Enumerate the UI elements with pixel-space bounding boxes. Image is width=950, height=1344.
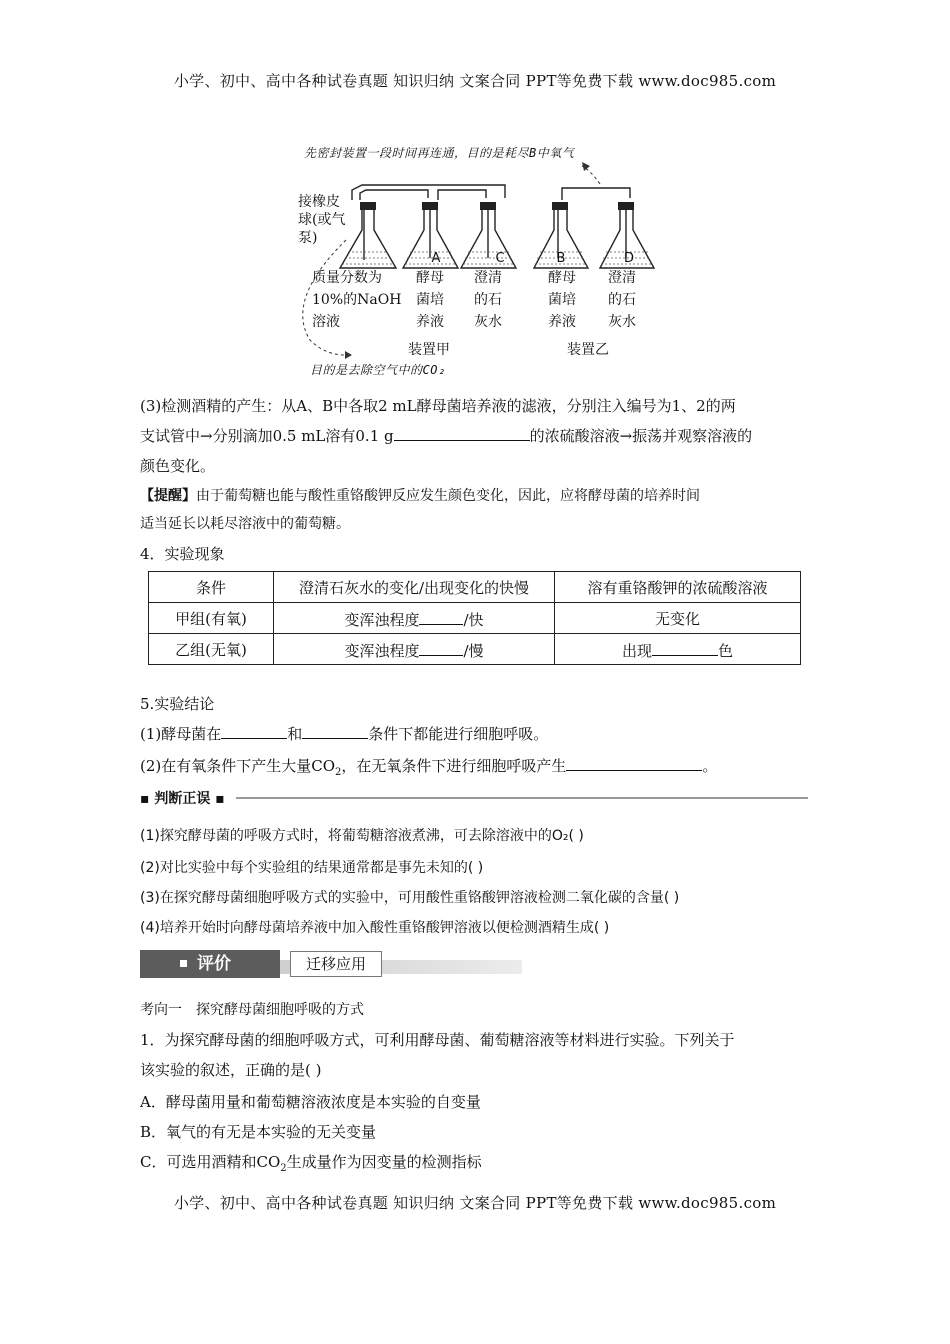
section3-line2-post: 的浓硫酸溶液→振荡并观察溶液的: [529, 427, 753, 445]
q1-line1: 1．为探究酵母菌的细胞呼吸方式，可利用酵母菌、葡萄糖溶液等材料进行实验。下列关于: [140, 1031, 735, 1049]
naoh-label-1: 质量分数为: [312, 270, 382, 286]
q1-line2: 该实验的叙述，正确的是( ): [140, 1061, 322, 1079]
conclusion-blank-2[interactable]: [302, 721, 368, 739]
judge-item-3: (3)在探究酵母菌细胞呼吸方式的实验中，可用酸性重铬酸钾溶液检测二氧化碳的含量( ): [140, 890, 680, 906]
header-dichromate: 溶有重铬酸钾的浓硫酸溶液: [555, 572, 801, 603]
pump-label-2: 球(或气: [298, 212, 346, 228]
conclusion-l1-b: 和: [287, 725, 303, 743]
yeast-label-b-1: 酵母: [548, 270, 576, 286]
option-c-b: 生成量作为因变量的检测指标: [286, 1153, 482, 1171]
conclusion-line2: [140, 752, 812, 787]
flask-letter-d: D: [623, 251, 635, 266]
phenomena-heading: 4．实验现象: [140, 545, 225, 563]
conclusion-l1-a: (1)酵母菌在: [140, 725, 222, 743]
diagram-top-note: 先密封装置一段时间再连通，目的是耗尽B中氧气: [304, 146, 575, 160]
header-condition: 条件: [149, 572, 274, 603]
pump-label-1: 接橡皮: [298, 194, 340, 210]
pump-label-3: 泵): [298, 230, 318, 246]
yeast-label-b-2: 菌培: [548, 292, 576, 308]
row1-lime-post: /快: [463, 610, 484, 629]
conclusion-l2-a: (2)在有氧条件下产生大量CO: [140, 757, 336, 775]
row1-dichromate: 无变化: [555, 603, 801, 634]
row1-lime-pre: 变浑浊程度: [344, 610, 420, 629]
yeast-label-a-1: 酵母: [416, 270, 444, 286]
phenomena-table: [148, 571, 801, 665]
page-header: 小学、初中、高中各种试卷真题 知识归纳 文案合同 PPT等免费下载 www.doc985.com: [173, 72, 777, 90]
judge-section-bar: [140, 788, 808, 808]
option-b: B．氧气的有无是本实验的无关变量: [140, 1123, 377, 1141]
lime-label-d-3: 灰水: [608, 314, 636, 330]
row2-dich-pre: 出现: [621, 641, 652, 660]
page-footer: 小学、初中、高中各种试卷真题 知识归纳 文案合同 PPT等免费下载 www.doc985.com: [173, 1194, 777, 1212]
eval-square-icon: [180, 960, 187, 967]
conclusion-line1: [140, 720, 812, 748]
yeast-label-b-3: 养液: [548, 314, 576, 330]
conclusion-l2-c: 。: [702, 757, 718, 775]
hint-title: 【提醒】: [140, 488, 196, 504]
table-row: [149, 603, 801, 634]
yeast-label-a-3: 养液: [416, 314, 444, 330]
apparatus-yi-label: 装置乙: [567, 342, 609, 358]
naoh-label-3: 溶液: [312, 314, 340, 330]
conclusion-blank-3[interactable]: [566, 753, 702, 771]
apparatus-jia-label: 装置甲: [408, 342, 450, 358]
lime-label-c-3: 灰水: [474, 314, 502, 330]
hint-line2: 适当延长以耗尽溶液中的葡萄糖。: [140, 516, 350, 532]
judge-item-2: (2)对比实验中每个实验组的结果通常都是事先未知的( ): [140, 860, 484, 876]
option-a: A．酵母菌用量和葡萄糖溶液浓度是本实验的自变量: [140, 1093, 481, 1111]
table-header-row: [149, 572, 801, 603]
yeast-label-a-2: 菌培: [416, 292, 444, 308]
reagent-blank[interactable]: [394, 423, 530, 441]
row1-lime-blank[interactable]: [419, 607, 463, 625]
row2-dich-post: 色: [718, 641, 734, 660]
row2-lime-pre: 变浑浊程度: [344, 641, 420, 660]
lime-label-c-1: 澄清: [474, 270, 502, 286]
row2-lime-blank[interactable]: [419, 638, 463, 656]
row2-condition: 乙组(无氧): [149, 634, 274, 665]
judge-divider: [236, 797, 808, 799]
option-c-sub: 2: [280, 1163, 287, 1174]
option-c-a: C．可选用酒精和CO: [140, 1153, 281, 1171]
lime-label-d-2: 的石: [608, 292, 636, 308]
row1-lime: [274, 603, 555, 634]
row1-condition: 甲组(有氧): [149, 603, 274, 634]
row2-dichromate: [555, 634, 801, 665]
conclusion-l2-sub: 2: [335, 767, 342, 778]
naoh-label-2: 10%的NaOH: [312, 292, 402, 308]
conclusion-l1-c: 条件下都能进行细胞呼吸。: [368, 725, 549, 743]
section3-line2: [140, 422, 812, 450]
row2-color-blank[interactable]: [652, 638, 718, 656]
lime-label-c-2: 的石: [474, 292, 502, 308]
eval-box: 迁移应用: [290, 951, 382, 977]
row2-lime-post: /慢: [463, 641, 484, 660]
eval-dark-tab: [140, 950, 280, 978]
section3-line3: 颜色变化。: [140, 457, 216, 475]
diagram-bottom-note: 目的是去除空气中的CO₂: [310, 363, 446, 377]
hint-text-1: 由于葡萄糖也能与酸性重铬酸钾反应发生颜色变化，因此，应将酵母菌的培养时间: [196, 488, 700, 504]
header-lime: 澄清石灰水的变化/出现变化的快慢: [274, 572, 555, 603]
option-c: [140, 1148, 812, 1183]
conclusion-blank-1[interactable]: [221, 721, 287, 739]
hint-line1: [140, 482, 812, 510]
table-row: [149, 634, 801, 665]
judge-label: ▪ 判断正误 ▪: [140, 788, 231, 808]
row2-lime: [274, 634, 555, 665]
apparatus-diagram: [290, 140, 670, 385]
flask-letter-a: A: [431, 251, 441, 266]
section3-line2-pre: 支试管中→分别滴加0.5 mL溶有0.1 g: [140, 427, 394, 445]
exam-direction: 考向一 探究酵母菌细胞呼吸的方式: [140, 1002, 364, 1018]
section3-line1: (3)检测酒精的产生：从A、B中各取2 mL酵母菌培养液的滤液，分别注入编号为1、2的两: [140, 397, 736, 415]
conclusion-heading: 5.实验结论: [140, 695, 215, 713]
judge-item-4: (4)培养开始时向酵母菌培养液中加入酸性重铬酸钾溶液以便检测酒精生成( ): [140, 920, 610, 936]
flask-letter-b: B: [556, 251, 566, 266]
lime-label-d-1: 澄清: [608, 270, 636, 286]
eval-section-bar: [140, 950, 522, 978]
flask-letter-c: C: [495, 251, 505, 266]
eval-dark-label: 评价: [197, 954, 231, 974]
conclusion-l2-b: ，在无氧条件下进行细胞呼吸产生: [341, 757, 567, 775]
judge-item-1: (1)探究酵母菌的呼吸方式时，将葡萄糖溶液煮沸，可去除溶液中的O₂( ): [140, 828, 584, 844]
